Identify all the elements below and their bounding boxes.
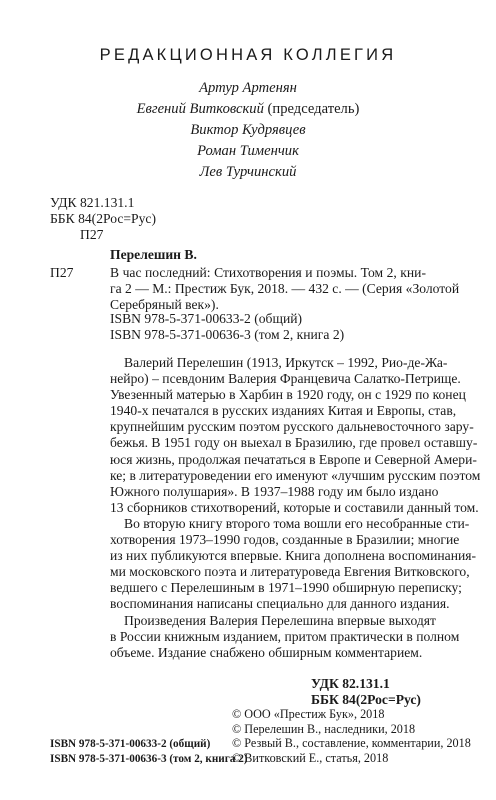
bbk-code: ББК 84(2Рос=Рус) xyxy=(50,211,156,226)
annotation-paragraph xyxy=(110,516,477,613)
copyright-line: © Витковский Е., статья, 2018 xyxy=(232,750,389,765)
text-line: Южного полушария». В 1937–1988 году им было издано xyxy=(110,483,439,499)
text-line: га 2 — М.: Престиж Бук, 2018. — 432 с. — (Серия «Золотой xyxy=(110,281,460,297)
editorial-board-members xyxy=(0,78,496,183)
copyright-line: © Перелешин В., наследники, 2018 xyxy=(232,721,416,736)
text-line: 13 сборников стихотворений, которые и составили данный том. xyxy=(110,499,479,515)
text-line: ми московского поэта и литературоведа Евгения Витковского, xyxy=(110,564,470,580)
text-line: юся жизнь, продолжая печататься в Европе и Северной Амери- xyxy=(110,451,477,467)
bibliography-author: Перелешин В. xyxy=(110,247,197,262)
author-mark: П27 xyxy=(80,227,104,242)
copyright-line: © Резвый В., составление, комментарии, 2018 xyxy=(232,736,471,751)
text-line: Серебряный век»). xyxy=(110,297,219,313)
board-member: Евгений Витковский (председатель) xyxy=(136,101,360,117)
text-line: крупнейшим русским поэтом русского дальневосточного зару- xyxy=(110,419,474,435)
text-line: из них публикуются впервые. Книга дополнена воспоминания- xyxy=(110,548,477,564)
text-line: Во вторую книгу второго тома вошли его несобранные сти- xyxy=(124,516,470,531)
text-line: нейро) – псевдоним Валерия Францевича Салатко-Петрище. xyxy=(110,371,461,387)
board-member: Роман Тименчик xyxy=(197,143,299,159)
text-line: В час последний: Стихотворения и поэмы. Том 2, кни- xyxy=(110,265,426,280)
board-member: Артур Артенян xyxy=(199,80,297,96)
text-line: ведшего с Перелешиным в 1971–1990 обширную переписку; xyxy=(110,580,462,596)
board-member: Лев Турчинский xyxy=(199,164,297,180)
copyright-notices xyxy=(232,707,471,765)
bbk-code-repeat: ББК 84(2Рос=Рус) xyxy=(311,692,421,707)
annotation-paragraph xyxy=(110,613,460,661)
board-member: Виктор Кудрявцев xyxy=(190,122,306,138)
isbn-general: ISBN 978-5-371-00633-2 (общий) xyxy=(110,311,303,326)
author-mark-left: П27 xyxy=(50,265,74,280)
text-line: хотворения 1973–1990 годов, созданные в Бразилии; многие xyxy=(110,532,460,548)
text-line: Увезенный матерью в Харбин в 1920 году, он с 1929 по конец xyxy=(110,387,466,403)
udk-code-repeat: УДК 82.131.1 xyxy=(311,676,390,691)
text-line: 1940-х печатался в русских изданиях Китая и Европы, став, xyxy=(110,403,457,419)
footer-isbn-general: ISBN 978-5-371-00633-2 (общий) xyxy=(50,738,211,750)
text-line: Валерий Перелешин (1913, Иркутск – 1992, Рио-де-Жа- xyxy=(124,355,448,370)
text-line: Произведения Валерия Перелешина впервые выходят xyxy=(124,613,436,628)
text-line: в России книжным изданием, притом практически в полном xyxy=(110,629,460,645)
footer-isbn-volume: ISBN 978-5-371-00636-3 (том 2, книга 2) xyxy=(50,753,248,765)
text-line: ке; в литературоведении его именуют «лучшим русским поэтом xyxy=(110,467,481,483)
bibliography-description xyxy=(110,265,460,313)
editorial-board-heading: РЕДАКЦИОННАЯ КОЛЛЕГИЯ xyxy=(99,46,397,64)
text-line: воспоминания написаны специально для данного издания. xyxy=(110,596,450,612)
text-line: бежья. В 1951 году он выехал в Бразилию, где провел оставшу- xyxy=(110,435,478,451)
udk-code: УДК 821.131.1 xyxy=(50,195,135,210)
copyright-line: © ООО «Престиж Бук», 2018 xyxy=(232,707,385,721)
annotation-paragraph xyxy=(110,355,481,516)
text-line: объеме. Издание снабжено обширным комментарием. xyxy=(110,645,423,661)
isbn-volume: ISBN 978-5-371-00636-3 (том 2, книга 2) xyxy=(110,327,345,342)
